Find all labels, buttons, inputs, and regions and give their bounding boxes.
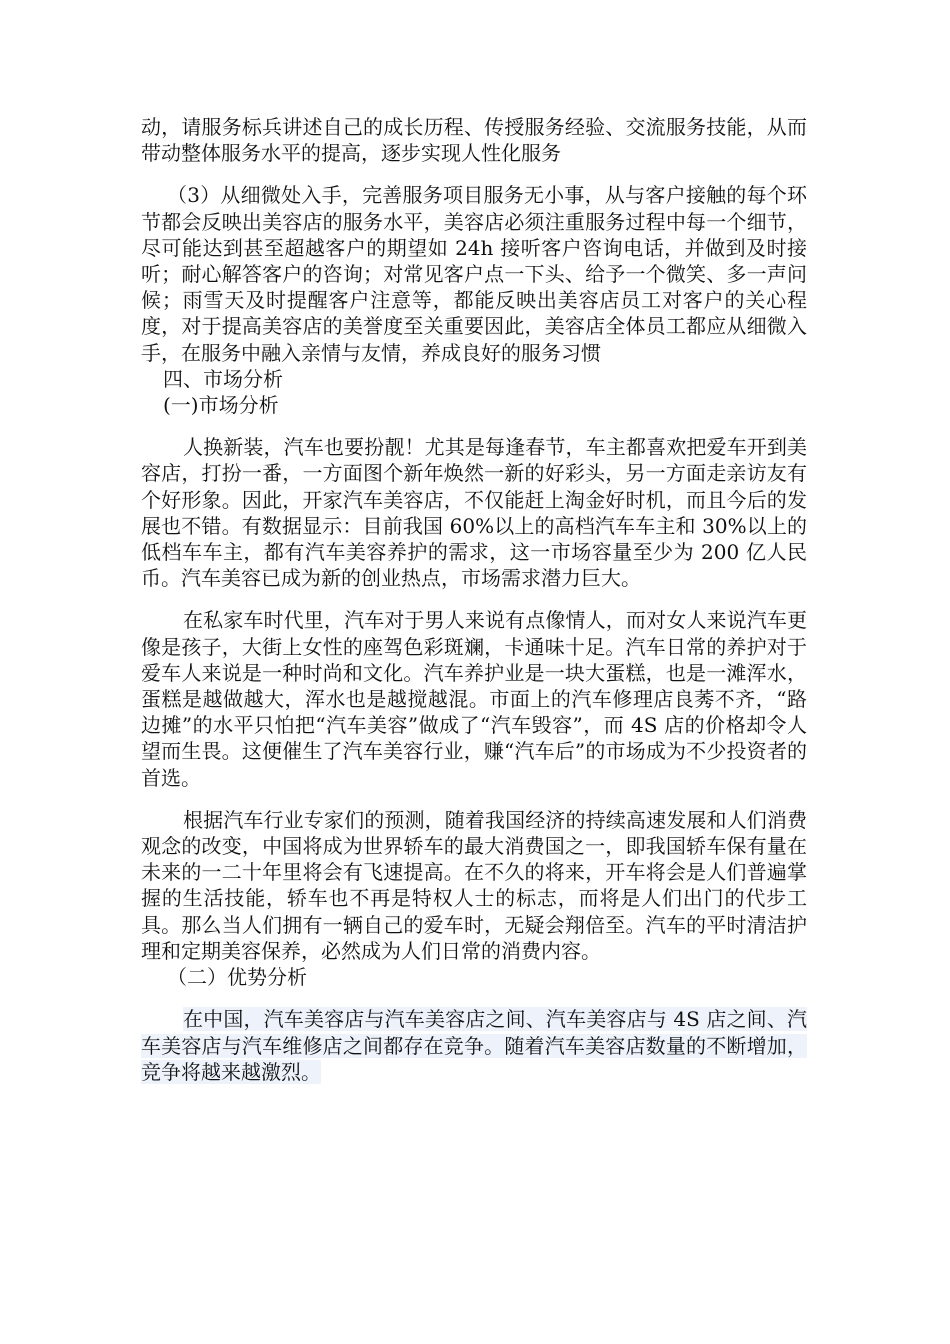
- selected-text-highlight[interactable]: 在中国，汽车美容店与汽车美容店之间、汽车美容店与 4S 店之间、汽车美容店与汽车维修店之间都存在竞争。随着汽车美容店数量的不断增加，竞争将越来越激烈。: [141, 1007, 807, 1084]
- document-page: [141, 114, 807, 1085]
- subsection-heading-advantage-analysis: （二）优势分析: [167, 965, 307, 990]
- paragraph-advantage-1[interactable]: [141, 1006, 807, 1085]
- subsection-heading-market-analysis: (一)市场分析: [163, 393, 279, 418]
- paragraph-continued: 动，请服务标兵讲述自己的成长历程、传授服务经验、交流服务技能，从而带动整体服务水平的提高，逐步实现人性化服务: [141, 115, 807, 166]
- paragraph-market-1: 人换新装，汽车也要扮靓！尤其是每逢春节，车主都喜欢把爱车开到美容店，打扮一番，一方面图个新年焕然一新的好彩头，另一方面走亲访友有个好形象。因此，开家汽车美容店，不仅能赶上淘金好时机，而且今后的发展也不错。有数据显示：目前我国 60%以上的高档汽车车主和 30%以上的低档车车主，都有汽车美容养护的需求，这一市场容量至少为 200 亿人民币。汽车美容已成为新的创业热点，市场需求潜力巨大。: [141, 435, 807, 591]
- paragraph-service-details: （3）从细微处入手，完善服务项目服务无小事，从与客户接触的每个环节都会反映出美容店的服务水平，美容店必须注重服务过程中每一个细节，尽可能达到甚至超越客户的期望如 24h 接听客户咨询电话，并做到及时接听；耐心解答客户的咨询；对常见客户点一下头、给予一个微笑、多一声问候；雨雪天及时提醒客户注意等，都能反映出美容店员工对客户的关心程度，对于提高美容店的美誉度至关重要因此，美容店全体员工都应从细微入手，在服务中融入亲情与友情，养成良好的服务习惯: [141, 183, 807, 365]
- section-heading-market-analysis: 四、市场分析: [163, 366, 283, 391]
- paragraph-market-2: 在私家车时代里，汽车对于男人来说有点像情人，而对女人来说汽车更像是孩子，大街上女性的座驾色彩斑斓，卡通味十足。汽车日常的养护对于爱车人来说是一种时尚和文化。汽车养护业是一块大蛋糕，也是一滩浑水，蛋糕是越做越大，浑水也是越搅越混。市面上的汽车修理店良莠不齐，“路边摊”的水平只怕把“汽车美容”做成了“汽车毁容”，而 4S 店的价格却令人望而生畏。这便催生了汽车美容行业，赚“汽车后”的市场成为不少投资者的首选。: [141, 608, 807, 790]
- paragraph-market-3: 根据汽车行业专家们的预测，随着我国经济的持续高速发展和人们消费观念的改变，中国将成为世界轿车的最大消费国之一，即我国轿车保有量在未来的一二十年里将会有飞速提高。在不久的将来，开车将会是人们普遍掌握的生活技能，轿车也不再是特权人士的标志，而将是人们出门的代步工具。那么当人们拥有一辆自己的爱车时，无疑会翔倍至。汽车的平时清洁护理和定期美容保养，必然成为人们日常的消费内容。: [141, 807, 807, 963]
